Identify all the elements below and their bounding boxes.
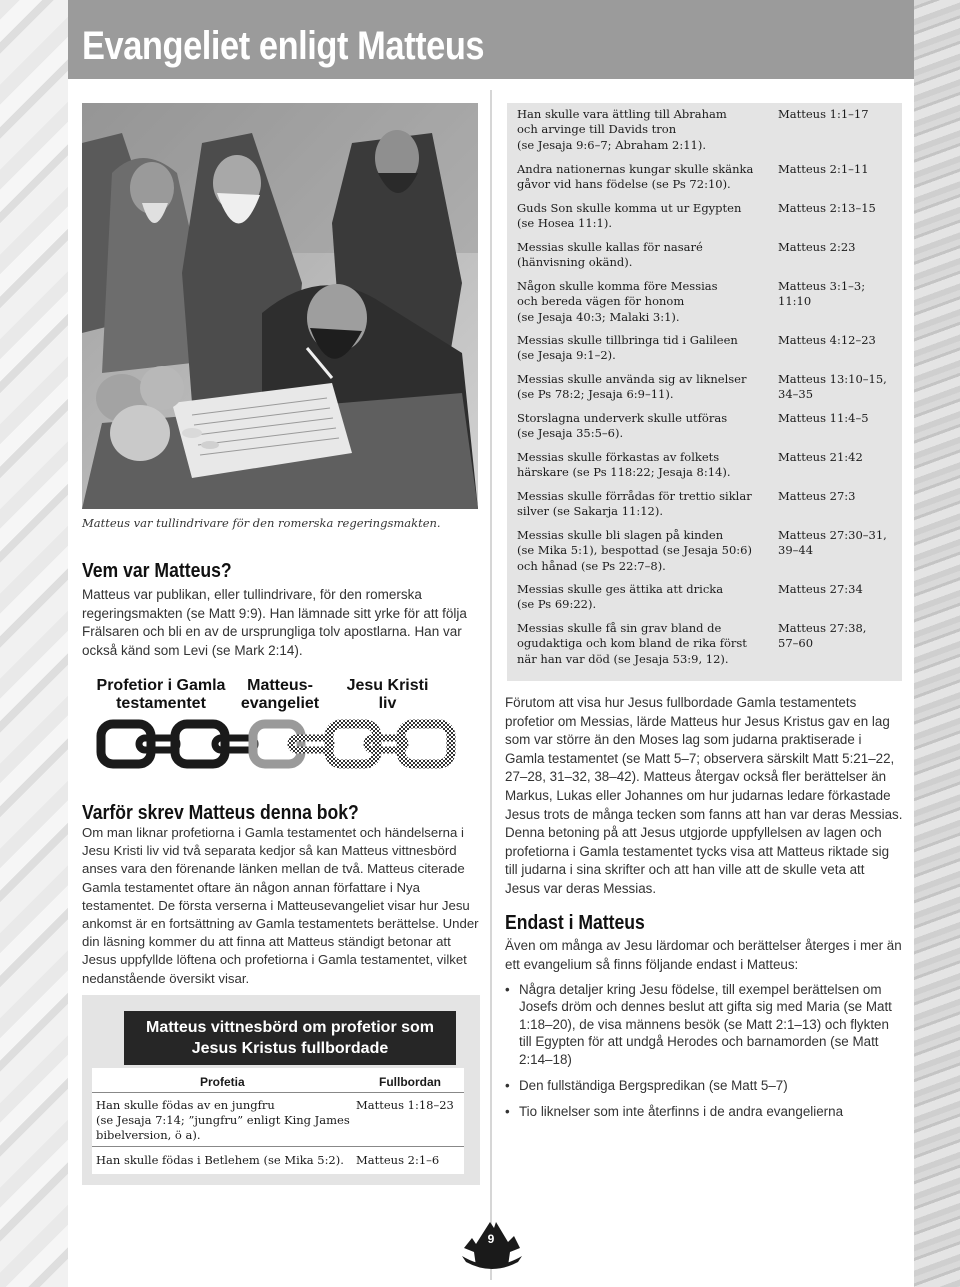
- reference-text: Matteus 13:10–15, 34–35: [778, 372, 887, 402]
- prophecy-text: Messias skulle förkastas av folkets härskare (se Ps 118:22; Jesaja 8:14).: [517, 450, 731, 480]
- prophecy-box-title: [124, 1011, 456, 1065]
- heading-only-in-matthew: Endast i Matteus: [505, 912, 645, 934]
- reference-text: Matteus 2:1–11: [778, 162, 869, 176]
- only-in-matthew-list: [505, 981, 903, 1130]
- paragraph-only-in-matthew-intro: Även om många av Jesu lärdomar och berättelser återges i mer än ett evangelium så finns följande endast i Matteus:: [505, 938, 902, 972]
- list-item: • Några detaljer kring Jesu födelse, till exempel berättelsen om Josefs dröm och dennes beslut att gifta sig med Maria (se Matt 1:18–20), de visa männens besök (se Matt 2:1–13) och flykten till Egypten för att undgå Herodes och barnamorden (se Matt 2:14–18): [505, 981, 903, 1068]
- table-cell-prophecy: Han skulle födas i Betlehem (se Mika 5:2).: [96, 1153, 344, 1167]
- paragraph-why-did-matthew-write: Om man liknar profetiorna i Gamla testamentet och händelserna i Jesu Kristi liv vid två separata kedjor så kan Matteus vittnesbörd anses vara den förenande länken mellan de två. Matteus citerade Gamla testamentet oftare än någon annan författare i Nya testamentet. De första verserna i Matteusevangeliet visar hur Jesu ankomst är en fortsättning av Gamla testamentets berättelse. Under din läsning kommer du att finna att Matteus ständigt betonar att Jesus uppfyllde löftena och profetiorna i Gamla testamentet, vilket nedanstående översikt visar.: [82, 825, 479, 986]
- reference-text: Matteus 27:38, 57–60: [778, 621, 867, 651]
- prophecy-text: Messias skulle få sin grav bland de ogudaktiga och kom bland de rika först när han var död (se Jesaja 53:9, 12).: [517, 621, 747, 666]
- reference-text: Matteus 27:3: [778, 489, 856, 503]
- prophecy-text: Andra nationernas kungar skulle skänka gåvor vid hans födelse (se Ps 72:10).: [517, 162, 754, 192]
- decorative-right-margin: [914, 0, 960, 1287]
- prophecy-text: Messias skulle bli slagen på kinden (se Mika 5:1), bespottad (se Jesaja 50:6) och hånad (se Ps 22:7–8).: [517, 528, 752, 573]
- prophecy-text: Storslagna underverk skulle utföras (se Jesaja 35:5–6).: [517, 411, 728, 441]
- prophecy-box-title-line2: Jesus Kristus fullbordade: [191, 1040, 389, 1057]
- prophecy-box-title-line1: Matteus vittnesbörd om profetior som: [145, 1019, 435, 1036]
- reference-text: Matteus 2:23: [778, 240, 856, 254]
- prophecy-text: Messias skulle tillbringa tid i Galileen (se Jesaja 9:1–2).: [517, 333, 738, 363]
- reference-text: Matteus 1:1–17: [778, 107, 869, 121]
- heading-who-was-matthew: Vem var Matteus?: [82, 560, 232, 582]
- list-item: • Den fullständiga Bergspredikan (se Matt 5–7): [505, 1077, 903, 1094]
- prophecy-table: [92, 1068, 464, 1174]
- reference-text: Matteus 4:12–23: [778, 333, 876, 347]
- illustration-caption: Matteus var tullindrivare för den romerska regeringsmakten.: [82, 516, 441, 530]
- chain-label-old-testament: Profetior i Gamla testamentet: [96, 677, 226, 712]
- illustration-matthew-writing: [82, 103, 478, 509]
- prophecy-line: bibelversion, ö a).: [96, 1128, 201, 1142]
- chain-label-matthew-gospel: Matteus-evangeliet: [240, 677, 320, 712]
- prophecy-line: (se Jesaja 7:14; ”jungfru” enligt King James: [96, 1113, 350, 1127]
- table-divider: [92, 1092, 464, 1093]
- chain-label-life-of-christ: Jesu Kristi liv: [346, 677, 429, 712]
- prophecy-text: Han skulle vara ättling till Abraham och arvinge till Davids tron (se Jesaja 9:6–7; Abraham 2:11).: [517, 107, 727, 152]
- reference-text: Matteus 11:4–5: [778, 411, 869, 425]
- prophecy-line: Han skulle födas av en jungfru: [96, 1098, 275, 1112]
- prophecy-text: Messias skulle förrådas för trettio siklar silver (se Sakarja 11:12).: [517, 489, 752, 519]
- heading-why-did-matthew-write: Varför skrev Matteus denna bok?: [82, 802, 359, 824]
- prophecy-text: Messias skulle använda sig av liknelser (se Ps 78:2; Jesaja 6:9–11).: [517, 372, 747, 402]
- reference-text: Matteus 27:34: [778, 582, 863, 596]
- table-cell-reference: Matteus 2:1–6: [356, 1153, 440, 1167]
- reference-text: Matteus 21:42: [778, 450, 863, 464]
- paragraph-who-was-matthew: Matteus var publikan, eller tullindrivare, för den romerska regeringsmakten (se Matt 9:9). Han lämnade sitt yrke för att följa Frälsaren och bli en av de ursprungliga tolv apostlarna. Han var också känd som Levi (se Mark 2:14).: [82, 587, 467, 658]
- reference-text: Matteus 27:30–31, 39–44: [778, 528, 887, 558]
- column-divider: [490, 90, 492, 1280]
- list-item: • Tio liknelser som inte återfinns i de andra evangelierna: [505, 1103, 903, 1120]
- prophecy-text: Messias skulle kallas för nasaré (hänvisning okänd).: [517, 240, 703, 270]
- decorative-left-margin: [0, 0, 68, 1287]
- table-cell-prophecy: [96, 1098, 366, 1143]
- page-number: 9: [487, 1232, 495, 1246]
- table-divider: [92, 1146, 464, 1147]
- prophecy-text: Messias skulle ges ättika att dricka (se Ps 69:22).: [517, 582, 724, 612]
- reference-text: Matteus 2:13–15: [778, 201, 876, 215]
- column-header-fulfilled: Fullbordan: [379, 1075, 441, 1089]
- table-cell-reference: Matteus 1:18–23: [356, 1098, 454, 1112]
- prophecy-text: Någon skulle komma före Messias och bereda vägen för honom (se Jesaja 40:3; Malaki 3:1).: [517, 279, 718, 324]
- page-title: Evangeliet enligt Matteus: [82, 24, 485, 68]
- title-banner: [68, 0, 914, 79]
- reference-text: Matteus 3:1–3; 11:10: [778, 279, 866, 309]
- prophecy-reference-table: [507, 103, 902, 681]
- prophecy-text: Guds Son skulle komma ut ur Egypten (se Hosea 11:1).: [517, 201, 742, 231]
- chain-diagram: [95, 716, 460, 772]
- column-header-prophecy: Profetia: [200, 1075, 245, 1089]
- paragraph-matthew-purpose: Förutom att visa hur Jesus fullbordade Gamla testamentets profetior om Messias, lärde Matteus hur Jesus Kristus gav en lag som var större än den Moses lag som judarna praktiserade i Gamla testamentet (se Matt 5–7; observera särskilt Matt 5:21–22, 27–28, 31–32, 38–42). Matteus återgav också fler berättelser än Markus, Lukas eller Johannes om hur judarnas ledare förkastade Jesus trots de många tecken som fanns att han var deras Messias. Denna betoning på att Jesus utgjorde uppfyllelsen av lagen och profetiorna i Gamla testamentet tycks visa att Matteus riktade sig till judarna i sina skrifter och att han ville att de skulle veta att Jesus var deras Messias.: [505, 695, 903, 896]
- illustration-art: [82, 103, 478, 509]
